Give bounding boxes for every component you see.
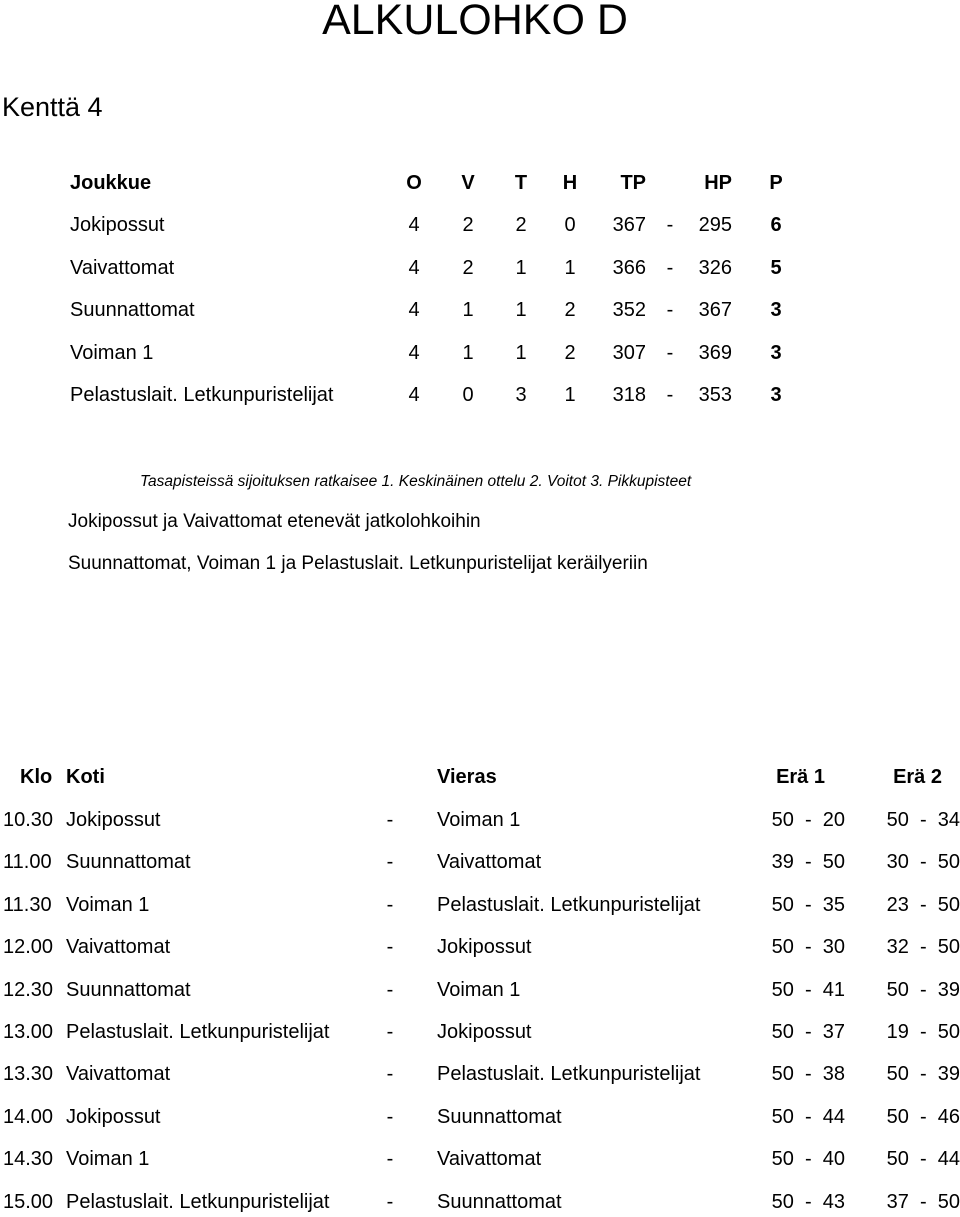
set2-score: 37 - 50 <box>886 1190 960 1213</box>
set2-score: 32 - 50 <box>886 936 960 959</box>
game-time: 12.00 <box>3 936 54 959</box>
wins: 1 <box>462 299 474 321</box>
header-played: O <box>406 172 422 194</box>
played: 4 <box>408 341 420 364</box>
game-time: 13.30 <box>3 1063 54 1086</box>
points-for: 367 <box>612 214 646 236</box>
set1-score: 39 - 50 <box>771 851 845 874</box>
home-team: Voiman 1 <box>66 1148 150 1171</box>
away-team: Vaivattomat <box>437 851 542 874</box>
home-team: Suunnattomat <box>66 851 191 874</box>
header-points-for: TP <box>620 172 646 194</box>
standings-header <box>0 168 960 198</box>
game-row <box>0 932 960 962</box>
field-subtitle: Kenttä 4 <box>2 92 103 122</box>
vs-separator: - <box>386 1148 394 1171</box>
points-for: 307 <box>612 341 646 364</box>
points-against: 353 <box>698 384 732 406</box>
vs-separator: - <box>386 893 394 916</box>
set2-score: 50 - 46 <box>886 1105 960 1128</box>
team-name: Jokipossut <box>70 214 165 236</box>
game-time: 11.00 <box>3 851 52 874</box>
header-set2: Erä 2 <box>893 766 942 788</box>
played: 4 <box>408 256 420 279</box>
points-against: 326 <box>698 256 732 279</box>
set2-score: 50 - 34 <box>886 809 960 831</box>
header-draws: T <box>514 172 528 194</box>
set1-score: 50 - 43 <box>771 1190 845 1213</box>
draws: 1 <box>515 299 527 321</box>
set1-score: 50 - 44 <box>771 1105 845 1128</box>
team-name: Suunnattomat <box>70 299 195 321</box>
losses: 1 <box>564 256 576 279</box>
away-team: Jokipossut <box>437 1021 532 1043</box>
header-home: Koti <box>66 766 105 788</box>
set2-score: 30 - 50 <box>886 851 960 874</box>
vs-separator: - <box>386 978 394 1001</box>
draws: 1 <box>515 256 527 279</box>
home-team: Jokipossut <box>66 809 161 831</box>
standings-row <box>0 338 960 368</box>
home-team: Vaivattomat <box>66 1063 171 1086</box>
tiebreak-note: Tasapisteissä sijoituksen ratkaisee 1. Keskinäinen ottelu 2. Voitot 3. Pikkupisteet <box>140 473 692 490</box>
home-team: Voiman 1 <box>66 893 150 916</box>
set1-score: 50 - 35 <box>771 893 845 916</box>
set2-score: 19 - 50 <box>886 1021 960 1043</box>
header-away: Vieras <box>437 766 497 788</box>
home-team: Suunnattomat <box>66 978 191 1001</box>
draws: 1 <box>515 341 527 364</box>
draws: 2 <box>515 214 527 236</box>
points-separator: - <box>666 256 674 279</box>
wins: 2 <box>462 214 474 236</box>
points-separator: - <box>666 384 674 406</box>
game-time: 15.00 <box>3 1190 54 1213</box>
game-row <box>0 805 960 835</box>
set1-score: 50 - 20 <box>771 809 845 831</box>
points-against: 369 <box>698 341 732 364</box>
home-team: Pelastuslait. Letkunpuristelijat <box>66 1190 330 1213</box>
points-for: 352 <box>612 299 646 321</box>
points-separator: - <box>666 341 674 364</box>
header-team: Joukkue <box>70 172 152 194</box>
standings-row <box>0 295 960 325</box>
standings-row <box>0 210 960 240</box>
points-separator: - <box>666 214 674 236</box>
game-time: 10.30 <box>3 809 54 831</box>
losses: 1 <box>564 384 576 406</box>
losses: 0 <box>564 214 576 236</box>
vs-separator: - <box>386 809 394 831</box>
played: 4 <box>408 384 420 406</box>
header-wins: V <box>461 172 475 194</box>
header-points-against: HP <box>704 172 732 194</box>
away-team: Jokipossut <box>437 936 532 959</box>
header-losses: H <box>562 172 578 194</box>
set1-score: 50 - 37 <box>771 1021 845 1043</box>
set2-score: 50 - 39 <box>886 978 960 1001</box>
vs-separator: - <box>386 1190 394 1213</box>
away-team: Pelastuslait. Letkunpuristelijat <box>437 893 701 916</box>
set2-score: 50 - 44 <box>886 1148 960 1171</box>
away-team: Suunnattomat <box>437 1190 562 1213</box>
losses: 2 <box>564 341 576 364</box>
game-row <box>0 975 960 1005</box>
team-name: Voiman 1 <box>70 341 154 364</box>
points-separator: - <box>666 299 674 321</box>
header-points: P <box>769 172 783 194</box>
game-row <box>0 1144 960 1174</box>
away-team: Vaivattomat <box>437 1148 542 1171</box>
points-for: 318 <box>612 384 646 406</box>
set2-score: 23 - 50 <box>886 893 960 916</box>
points-for: 366 <box>612 256 646 279</box>
home-team: Pelastuslait. Letkunpuristelijat <box>66 1021 330 1043</box>
wins: 1 <box>462 341 474 364</box>
game-time: 13.00 <box>3 1021 54 1043</box>
schedule-header <box>0 762 960 792</box>
game-row <box>0 1059 960 1089</box>
wins: 2 <box>462 256 474 279</box>
page-title: ALKULOHKO D <box>322 0 628 44</box>
home-team: Vaivattomat <box>66 936 171 959</box>
away-team: Voiman 1 <box>437 809 521 831</box>
points: 6 <box>770 214 782 236</box>
away-team: Voiman 1 <box>437 978 521 1001</box>
played: 4 <box>408 214 420 236</box>
team-name: Pelastuslait. Letkunpuristelijat <box>70 384 334 406</box>
set1-score: 50 - 30 <box>771 936 845 959</box>
game-row <box>0 847 960 877</box>
wins: 0 <box>462 384 474 406</box>
game-row <box>0 1102 960 1132</box>
away-team: Suunnattomat <box>437 1105 562 1128</box>
standings-row <box>0 253 960 283</box>
played: 4 <box>408 299 420 321</box>
game-time: 14.30 <box>3 1148 54 1171</box>
advance-text: Jokipossut ja Vaivattomat etenevät jatkolohkoihin <box>68 511 481 532</box>
standings-row <box>0 380 960 410</box>
game-row <box>0 890 960 920</box>
points-against: 295 <box>698 214 732 236</box>
set1-score: 50 - 40 <box>771 1148 845 1171</box>
game-time: 11.30 <box>3 893 52 916</box>
vs-separator: - <box>386 1021 394 1043</box>
header-set1: Erä 1 <box>776 766 825 788</box>
vs-separator: - <box>386 1063 394 1086</box>
losses: 2 <box>564 299 576 321</box>
points: 3 <box>770 384 782 406</box>
vs-separator: - <box>386 1105 394 1128</box>
game-time: 14.00 <box>3 1105 54 1128</box>
points: 3 <box>770 299 782 321</box>
set1-score: 50 - 38 <box>771 1063 845 1086</box>
vs-separator: - <box>386 851 394 874</box>
header-time: Klo <box>20 766 53 788</box>
away-team: Pelastuslait. Letkunpuristelijat <box>437 1063 701 1086</box>
points: 5 <box>770 256 782 279</box>
draws: 3 <box>515 384 527 406</box>
points-against: 367 <box>698 299 732 321</box>
game-row <box>0 1017 960 1047</box>
set2-score: 50 - 39 <box>886 1063 960 1086</box>
team-name: Vaivattomat <box>70 256 175 279</box>
game-time: 12.30 <box>3 978 54 1001</box>
vs-separator: - <box>386 936 394 959</box>
points: 3 <box>770 341 782 364</box>
game-row <box>0 1187 960 1217</box>
home-team: Jokipossut <box>66 1105 161 1128</box>
collect-text: Suunnattomat, Voiman 1 ja Pelastuslait. Letkunpuristelijat keräilyeriin <box>68 553 648 574</box>
set1-score: 50 - 41 <box>771 978 845 1001</box>
